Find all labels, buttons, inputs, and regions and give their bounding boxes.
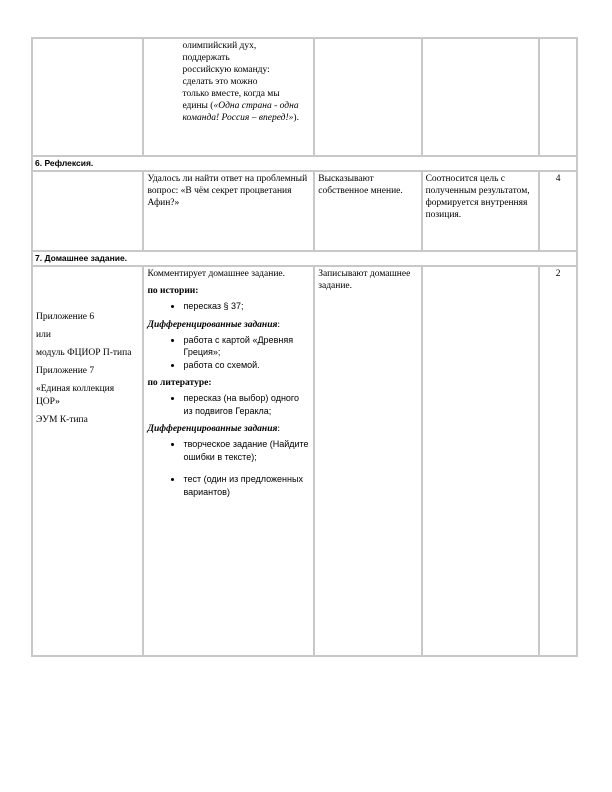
table-row-homework <box>33 267 576 655</box>
continuation-line: олимпийский дух, <box>182 41 257 51</box>
cell-student-activity: Высказывают собственное мнение. <box>315 172 420 250</box>
literature-list <box>147 392 310 417</box>
list-item: • работа с картой «Древняя Греция»; <box>183 334 310 359</box>
literature-diff-list <box>147 438 310 498</box>
table-row-reflection <box>33 172 576 250</box>
list-item: • работа со схемой. <box>183 359 310 372</box>
continuation-line: поддержать <box>182 53 230 63</box>
list-item: • пересказ § 37; <box>183 300 310 313</box>
cell-empty <box>33 172 142 250</box>
history-label: по истории: <box>147 286 199 296</box>
section-title: 6. Рефлексия. <box>33 157 576 170</box>
list-item: • творческое задание (Найдите ошибки в тексте); <box>183 438 310 463</box>
section-header-homework <box>33 252 576 265</box>
diff-label: Дифференцированные задания: <box>147 319 281 330</box>
homework-intro: Комментирует домашнее задание. <box>147 269 285 279</box>
resource-item: Приложение 7 <box>36 366 95 376</box>
continuation-line: российскую команду: <box>182 65 270 75</box>
continuation-line: только вместе, когда мы <box>182 89 280 99</box>
table-row-continuation <box>33 39 576 155</box>
slogan-quote: «Одна страна - одна команда! Россия – вперед!» <box>182 101 299 123</box>
history-diff-list <box>147 334 310 372</box>
diff-label: Дифференцированные задания: <box>147 424 281 434</box>
cell-student-activity: Записывают домашнее задание. <box>315 267 420 655</box>
cell-teacher-activity: Удалось ли найти ответ на проблемный вопрос: «В чём секрет процветания Афин?» <box>144 172 313 250</box>
cell-empty <box>315 39 420 155</box>
resource-item: или <box>36 330 51 340</box>
section-header-reflection <box>33 157 576 170</box>
resource-item: модуль ФЦИОР П-типа <box>36 348 132 358</box>
resource-item: «Единая коллекция ЦОР» <box>36 384 115 407</box>
cell-empty <box>540 39 576 155</box>
literature-label: по литературе: <box>147 378 212 388</box>
cell-empty <box>33 39 142 155</box>
continuation-line: сделать это можно <box>182 77 258 87</box>
cell-teacher-activity <box>144 39 313 155</box>
cell-result: Соотносится цель с полученным результатом, формируется внутренняя позиция. <box>423 172 539 250</box>
list-item: • пересказ (на выбор) одного из подвигов Геракла; <box>183 392 310 417</box>
resource-item: ЭУМ К-типа <box>36 415 88 425</box>
cell-empty <box>423 39 539 155</box>
cell-minutes: 2 <box>540 267 576 655</box>
list-item: • тест (один из предложенных вариантов) <box>183 473 310 498</box>
cell-resources <box>33 267 142 655</box>
history-list <box>147 300 310 313</box>
section-title: 7. Домашнее задание. <box>33 252 576 265</box>
cell-result <box>423 267 539 655</box>
cell-minutes: 4 <box>540 172 576 250</box>
continuation-line-final: едины («Одна страна - одна команда! Россия – вперед!»). <box>182 101 299 123</box>
resource-item: Приложение 6 <box>36 312 95 322</box>
cell-teacher-activity <box>144 267 313 655</box>
lesson-plan-table <box>31 37 578 657</box>
